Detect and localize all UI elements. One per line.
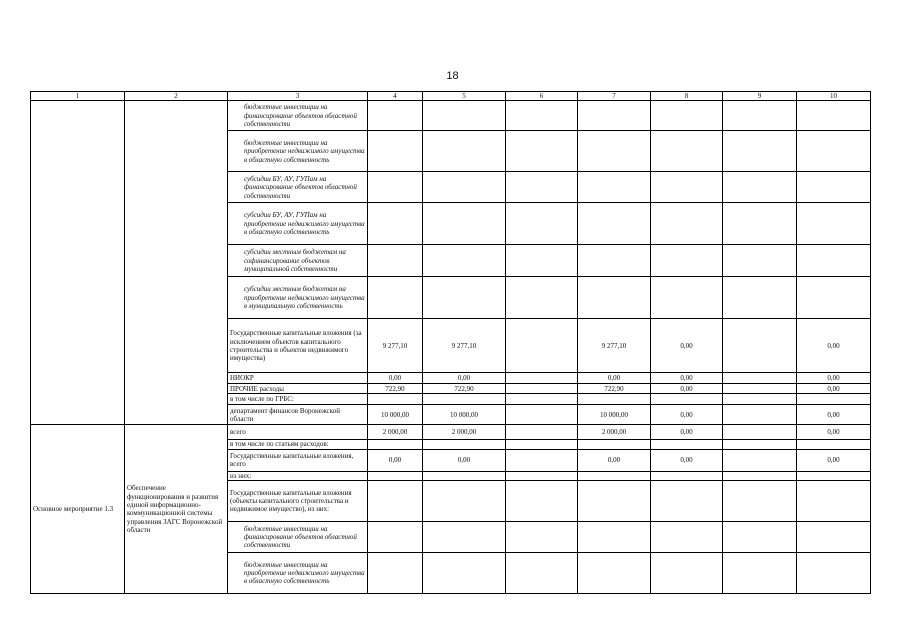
- value-cell-col6: [506, 394, 578, 405]
- value-cell-col4: 2 000,00: [368, 425, 423, 440]
- value-cell-col4: [368, 553, 423, 594]
- value-cell-col9: [723, 131, 797, 172]
- activity-description-cell: [125, 101, 228, 425]
- value-cell-col4: [368, 203, 423, 245]
- value-cell-col9: [723, 277, 797, 319]
- value-cell-col5: [423, 245, 506, 277]
- value-cell-col7: [578, 522, 651, 553]
- value-cell-col8: [651, 481, 723, 522]
- value-cell-col7: [578, 203, 651, 245]
- value-cell-col6: [506, 425, 578, 440]
- value-cell-col4: [368, 245, 423, 277]
- expense-item-cell: из них:: [228, 471, 368, 480]
- value-cell-col10: 0,00: [797, 384, 871, 394]
- value-cell-col4: [368, 131, 423, 172]
- value-cell-col6: [506, 471, 578, 480]
- value-cell-col9: [723, 440, 797, 449]
- value-cell-col8: [651, 394, 723, 405]
- value-cell-col7: 0,00: [578, 449, 651, 471]
- value-cell-col9: [723, 425, 797, 440]
- value-cell-col6: [506, 440, 578, 449]
- expense-item-cell: в том числе по ГРБС:: [228, 394, 368, 405]
- expense-item-cell: Государственные капитальные вложения (за исключением объектов капитального строительства и объектов недвижимого имущества): [228, 319, 368, 373]
- expense-item-cell: субсидии местным бюджетам на приобретение недвижимого имущества в муниципальную собственность: [228, 277, 368, 319]
- value-cell-col9: [723, 172, 797, 203]
- value-cell-col10: 0,00: [797, 449, 871, 471]
- value-cell-col5: [423, 553, 506, 594]
- value-cell-col5: [423, 131, 506, 172]
- value-cell-col5: [423, 277, 506, 319]
- value-cell-col4: [368, 471, 423, 480]
- value-cell-col5: [423, 471, 506, 480]
- value-cell-col6: [506, 553, 578, 594]
- value-cell-col4: [368, 277, 423, 319]
- value-cell-col7: 10 000,00: [578, 405, 651, 425]
- expense-item-cell: в том числе по статьям расходов:: [228, 440, 368, 449]
- value-cell-col5: [423, 440, 506, 449]
- expense-item-cell: субсидии местным бюджетам на софинансирование объектов муниципальной собственности: [228, 245, 368, 277]
- value-cell-col6: [506, 373, 578, 384]
- table-row: [31, 101, 871, 131]
- value-cell-col7: [578, 277, 651, 319]
- value-cell-col9: [723, 203, 797, 245]
- value-cell-col10: [797, 131, 871, 172]
- budget-table: [30, 91, 871, 594]
- value-cell-col8: [651, 131, 723, 172]
- value-cell-col9: [723, 319, 797, 373]
- value-cell-col7: [578, 172, 651, 203]
- column-header: 7: [578, 92, 651, 101]
- value-cell-col7: 9 277,10: [578, 319, 651, 373]
- value-cell-col8: [651, 277, 723, 319]
- activity-description-cell: Обеспечение функционирования и развития единой информационно-коммуникационной системы управления ЗАГС Воронежской области: [125, 425, 228, 594]
- expense-item-cell: всего: [228, 425, 368, 440]
- column-header: 2: [125, 92, 228, 101]
- value-cell-col8: 0,00: [651, 373, 723, 384]
- value-cell-col6: [506, 172, 578, 203]
- value-cell-col5: [423, 522, 506, 553]
- value-cell-col7: [578, 440, 651, 449]
- value-cell-col6: [506, 101, 578, 131]
- value-cell-col9: [723, 101, 797, 131]
- value-cell-col4: [368, 394, 423, 405]
- value-cell-col8: [651, 440, 723, 449]
- value-cell-col10: 0,00: [797, 373, 871, 384]
- value-cell-col10: [797, 553, 871, 594]
- value-cell-col7: [578, 394, 651, 405]
- value-cell-col4: [368, 172, 423, 203]
- value-cell-col8: [651, 101, 723, 131]
- value-cell-col10: [797, 471, 871, 480]
- value-cell-col7: [578, 131, 651, 172]
- value-cell-col9: [723, 522, 797, 553]
- value-cell-col4: 722,90: [368, 384, 423, 394]
- value-cell-col4: [368, 522, 423, 553]
- value-cell-col5: [423, 172, 506, 203]
- value-cell-col10: [797, 440, 871, 449]
- value-cell-col4: [368, 481, 423, 522]
- value-cell-col6: [506, 131, 578, 172]
- activity-cell: [31, 101, 125, 425]
- column-header: 5: [423, 92, 506, 101]
- value-cell-col10: [797, 172, 871, 203]
- value-cell-col8: 0,00: [651, 449, 723, 471]
- value-cell-col10: [797, 481, 871, 522]
- value-cell-col8: [651, 245, 723, 277]
- expense-item-cell: ПРОЧИЕ расходы: [228, 384, 368, 394]
- value-cell-col6: [506, 277, 578, 319]
- expense-item-cell: бюджетные инвестиции на финансирование объектов областной собственности: [228, 522, 368, 553]
- expense-item-cell: субсидии БУ, АУ, ГУПам на финансирование объектов областной собственности: [228, 172, 368, 203]
- table-row: [31, 425, 871, 440]
- value-cell-col7: 722,90: [578, 384, 651, 394]
- value-cell-col7: 0,00: [578, 373, 651, 384]
- value-cell-col5: 0,00: [423, 449, 506, 471]
- value-cell-col6: [506, 245, 578, 277]
- value-cell-col10: [797, 394, 871, 405]
- value-cell-col10: [797, 101, 871, 131]
- column-header: 3: [228, 92, 368, 101]
- value-cell-col9: [723, 553, 797, 594]
- column-header: 10: [797, 92, 871, 101]
- table-body: [31, 92, 871, 594]
- column-header: 8: [651, 92, 723, 101]
- expense-item-cell: НИОКР: [228, 373, 368, 384]
- value-cell-col5: [423, 101, 506, 131]
- value-cell-col7: [578, 471, 651, 480]
- value-cell-col7: 2 000,00: [578, 425, 651, 440]
- value-cell-col6: [506, 481, 578, 522]
- value-cell-col5: 722,90: [423, 384, 506, 394]
- value-cell-col9: [723, 245, 797, 277]
- value-cell-col9: [723, 471, 797, 480]
- value-cell-col7: [578, 553, 651, 594]
- activity-cell: Основное мероприятие 1.3: [31, 425, 125, 594]
- value-cell-col10: [797, 522, 871, 553]
- value-cell-col10: [797, 203, 871, 245]
- value-cell-col6: [506, 405, 578, 425]
- column-header: 4: [368, 92, 423, 101]
- value-cell-col5: [423, 203, 506, 245]
- expense-item-cell: бюджетные инвестиции на приобретение недвижимого имущества в областную собственность: [228, 131, 368, 172]
- expense-item-cell: Государственные капитальные вложения (объекты капитального строительства и недвижимое имущество), из них:: [228, 481, 368, 522]
- value-cell-col4: 10 000,00: [368, 405, 423, 425]
- value-cell-col7: [578, 245, 651, 277]
- value-cell-col5: [423, 394, 506, 405]
- column-header: 6: [506, 92, 578, 101]
- expense-item-cell: департамент финансов Воронежской области: [228, 405, 368, 425]
- value-cell-col10: 0,00: [797, 319, 871, 373]
- value-cell-col4: 0,00: [368, 449, 423, 471]
- value-cell-col4: [368, 440, 423, 449]
- expense-item-cell: бюджетные инвестиции на финансирование объектов областной собственности: [228, 101, 368, 131]
- expense-item-cell: субсидии БУ, АУ, ГУПам на приобретение недвижимого имущества в областную собственность: [228, 203, 368, 245]
- value-cell-col9: [723, 394, 797, 405]
- value-cell-col6: [506, 522, 578, 553]
- value-cell-col8: 0,00: [651, 319, 723, 373]
- expense-item-cell: Государственные капитальные вложения, всего: [228, 449, 368, 471]
- value-cell-col4: 9 277,10: [368, 319, 423, 373]
- column-header: 9: [723, 92, 797, 101]
- value-cell-col10: [797, 245, 871, 277]
- value-cell-col7: [578, 101, 651, 131]
- value-cell-col4: 0,00: [368, 373, 423, 384]
- value-cell-col4: [368, 101, 423, 131]
- value-cell-col8: [651, 553, 723, 594]
- column-header: 1: [31, 92, 125, 101]
- value-cell-col5: 2 000,00: [423, 425, 506, 440]
- value-cell-col6: [506, 384, 578, 394]
- value-cell-col8: [651, 203, 723, 245]
- value-cell-col8: 0,00: [651, 384, 723, 394]
- value-cell-col8: 0,00: [651, 425, 723, 440]
- value-cell-col6: [506, 449, 578, 471]
- table-header-row: [31, 92, 871, 101]
- value-cell-col9: [723, 481, 797, 522]
- value-cell-col5: 9 277,10: [423, 319, 506, 373]
- value-cell-col8: [651, 172, 723, 203]
- value-cell-col10: 0,00: [797, 425, 871, 440]
- value-cell-col5: 10 000,00: [423, 405, 506, 425]
- value-cell-col9: [723, 405, 797, 425]
- value-cell-col5: 0,00: [423, 373, 506, 384]
- value-cell-col9: [723, 384, 797, 394]
- value-cell-col9: [723, 373, 797, 384]
- value-cell-col8: [651, 522, 723, 553]
- value-cell-col8: [651, 471, 723, 480]
- value-cell-col6: [506, 319, 578, 373]
- value-cell-col6: [506, 203, 578, 245]
- value-cell-col8: 0,00: [651, 405, 723, 425]
- value-cell-col10: [797, 277, 871, 319]
- page-number: 18: [446, 70, 459, 82]
- value-cell-col5: [423, 481, 506, 522]
- expense-item-cell: бюджетные инвестиции на приобретение недвижимого имущества в областную собственность: [228, 553, 368, 594]
- value-cell-col10: 0,00: [797, 405, 871, 425]
- value-cell-col9: [723, 449, 797, 471]
- value-cell-col7: [578, 481, 651, 522]
